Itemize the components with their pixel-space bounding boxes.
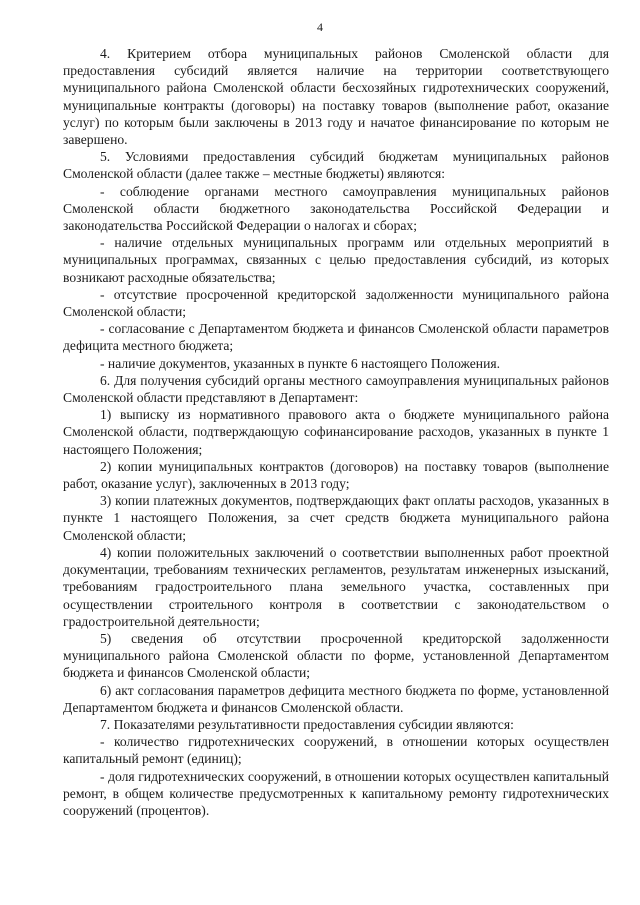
paragraph-6-documents: 6. Для получения субсидий органы местного самоуправления муниципальных районов Смоленской области представляют в Департамент: [63,372,609,406]
paragraph-4-criterion: 4. Критерием отбора муниципальных районов Смоленской области для предоставления субсидий является наличие на территории соответствующего муниципального района Смоленской области бесхозяйных гидротехнических сооружений, муниципальные контракты (договоры) на поставку товаров (выполнение работ, оказание услуг) по которым были заключены в 2013 году и начатое финансирование по которым не завершено. [63,46,609,148]
document-item-3: 3) копии платежных документов, подтверждающих факт оплаты расходов, указанных в пункте 1 настоящего Положения, за счет средств бюджета муниципального района Смоленской области; [63,493,609,543]
condition-item-legislation: - соблюдение органами местного самоуправления муниципальных районов Смоленской области бюджетного законодательства Российской Федерации и законодательства Российской Федерации о налогах и сборах; [63,183,609,234]
document-body [63,45,609,819]
document-item-2: 2) копии муниципальных контрактов (договоров) на поставку товаров (выполнение работ, оказание услуг), заключенных в 2013 году; [63,458,609,492]
indicator-item-count: - количество гидротехнических сооружений, в отношении которых осуществлен капитальный ремонт (единиц); [63,734,609,767]
document-item-1: 1) выписку из нормативного правового акта о бюджете муниципального района Смоленской области, подтверждающую софинансирование расходов, указанных в пункте 1 настоящего Положения; [63,407,609,457]
paragraph-7-indicators: 7. Показателями результативности предоставления субсидии являются: [100,716,514,732]
page-number: 4 [317,20,323,34]
paragraph-5-conditions: 5. Условиями предоставления субсидий бюджетам муниципальных районов Смоленской области (далее также – местные бюджеты) являются: [63,149,609,182]
condition-item-deficit: - согласование с Департаментом бюджета и финансов Смоленской области параметров дефицита местного бюджета; [63,321,609,354]
condition-item-no-debt: - отсутствие просроченной кредиторской задолженности муниципального района Смоленской области; [63,286,609,320]
indicator-item-share: - доля гидротехнических сооружений, в отношении которых осуществлен капитальный ремонт, в общем количестве предусмотренных к капитальному ремонту гидротехнических сооружений (процентов). [63,768,609,818]
document-item-6: 6) акт согласования параметров дефицита местного бюджета по форме, установленной Департаментом бюджета и финансов Смоленской области. [63,682,609,715]
document-item-5: 5) сведения об отсутствии просроченной кредиторской задолженности муниципального района Смоленской области по форме, установленной Департаментом бюджета и финансов Смоленской области; [63,630,609,681]
condition-item-programs: - наличие отдельных муниципальных программ или отдельных мероприятий в муниципальных программах, связанных с целью предоставления субсидий, из которых возникают расходные обязательства; [63,235,609,285]
document-item-4: 4) копии положительных заключений о соответствии выполненных работ проектной документации, требованиям технических регламентов, результатам инженерных изысканий, требованиям градостроительного плана земельного участка, составленных при осуществлении строительного контроля в соответствии с законодательством о градостроительной деятельности; [63,544,609,629]
condition-item-documents: - наличие документов, указанных в пункте 6 настоящего Положения. [100,355,500,371]
